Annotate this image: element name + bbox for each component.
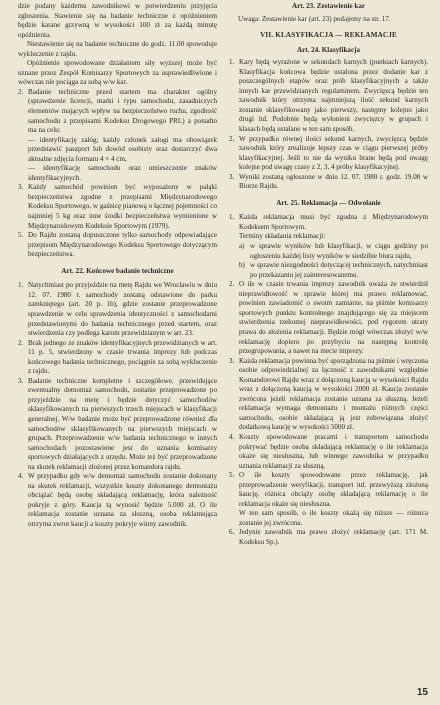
item-text: W ten sam sposób, o ile koszty okażą się niższe — różnica zostanie jej zwrócona.	[239, 509, 428, 527]
item-text: Brak jednego ze znaków identyfikacyjnych przewidzianych w art. 11 p. 5, stwierdzony w czasie trwania imprezy lub podczas końcowego badania technicznego, pociągnie za sobą wykluczenie z rajdu.	[28, 338, 217, 376]
item-text: Kary będą wyrażone w sekundach karnych (punktach karnych). Klasyfikacja końcowa będzie ustalona przez dodanie kar z poszczególnych etapów oraz prób klasyfikacyjnych a także innych kar przewidzianych regulaminem. Zwycięzcą będzie ten zawodnik który otrzyma najmniejszą ilość sekund karnych zostanie sklasyfikowany jako pierwszy, następny kolejno jako drugi itd. Podobnie będą wyłonieni zwycięzcy w grupach i klasach będą ustalane w ten sam sposób.	[239, 58, 428, 134]
item-number: b)	[239, 261, 245, 270]
item-number: 6.	[229, 528, 235, 537]
list-item	[229, 471, 428, 509]
paragraph: dzie podany każdemu zawodnikowi w potwierdzeniu przyjęcia zgłoszenia. Stawienie się na badanie techniczne z opóźnieniem będzie karane grzywną w wysokości 100 zł za każdą minutę opóźnienia.	[18, 2, 217, 39]
item-text: — identyfikację samochodu oraz umieszczenie znaków identyfikacyjnych.	[28, 164, 217, 182]
item-number: 3.	[18, 376, 24, 385]
note-uwaga: Uwaga: Zestawienie kar (art. 23) podajemy na str. 17.	[238, 14, 391, 23]
numbered-list-art21	[18, 88, 217, 260]
list-item	[229, 261, 428, 280]
item-number	[18, 136, 28, 165]
right-column	[229, 2, 428, 548]
list-item	[229, 135, 428, 173]
list-item	[18, 88, 217, 136]
item-number: a)	[239, 242, 245, 251]
list-item	[18, 164, 217, 183]
item-text: Terminy składania reklamacji:	[239, 232, 326, 241]
item-text: — identyfikację załóg; każdy członek załogi ma obowiązek przedstawić paszport lub dowód osobisty oraz dostarczyć dwa aktualne zdjęcia formatu 4 × 4 cm,	[28, 135, 217, 163]
item-number: 3.	[229, 356, 235, 365]
item-number: 2.	[229, 134, 235, 143]
list-item	[229, 509, 428, 528]
item-text: Koszty spowodowane pracami i transportem samochodu pokrywać będzie osoba składającą reklamację o ile reklamacja okaże się niesłuszna, lub winnego zawodnika w przypadku uznania reklamacji za słuszną.	[239, 432, 428, 470]
list-item	[18, 183, 217, 231]
paragraph: Opóźnienie spowodowane działaniem siły wyższej może być uznane przez Zespół Komisarzy Sportowych za usprawiedliwione i wówczas nie pociąga za sobą w/w kar.	[18, 59, 217, 87]
list-item	[18, 377, 217, 472]
item-number: 1.	[229, 58, 235, 67]
heading-art24: Art. 24. Klasyfikacja	[296, 45, 361, 54]
item-text: O ile w czasie trwania imprezy zawodnik uważa że stwierdził nieprawidłowość w sprawie której ma prawo reklamować, powinien zawiadomić o swoim zamiarze, na piśmie komisarzy sportowych punktu kontrolnego znajdującego się za miejscem stwierdzenia rzekomej nieprawidłowości, pod rygorem utraty prawa do złożenia reklamacji. Będzie mógł wówczas złożyć w/w reklamację dopiero po przybyciu na następną kontrolę przegrupowania, a nawet na mecie imprezy.	[239, 280, 428, 356]
list-item	[229, 433, 428, 471]
numbered-list-art22	[18, 281, 217, 529]
list-item	[18, 231, 217, 260]
left-column	[18, 2, 217, 548]
list-item	[229, 232, 428, 242]
item-text: Każda reklamacja powinna być sporządzona na piśmie i wręczona osobie odpowiedzialnej za łączność z zawodnikami względnie Komandorowi Rajdu wraz z dołączoną kaucją w wysokości Rajdu wraz z dołączoną kaucją w wysokości 2000 zł. Kaucja zostanie zwrócona jeżeli reklamacja zostanie uznana za słuszną. Jeżeli reklamacja wymaga demontażu i montażu różnych części samochodu, osobie składającą ją jest zobowiązana złożyć dodatkową kaucję w wysokości 5000 zł.	[239, 356, 428, 432]
list-item	[229, 213, 428, 232]
two-column-layout	[18, 2, 428, 548]
item-number: 5.	[18, 231, 24, 240]
list-item	[229, 242, 428, 261]
item-text: Badanie techniczne kompletne i szczegółowe, przewidujące ewentualny demontaż samochodu, zostanie przeprowadzone po przyjeździe na metę i będzie dotyczyć samochodów sklasyfikowanych na pierwszych trzech miejscach w klasyfikacji generalnej. W/w badanie może być przeprowadzone również dla samochodów sklasyfikowanych na pierwszych miejscach w grupach. Przeprowadzenie w/w badania technicznego w innych samochodach pozostawione jest do uznania komisarzy sportowych działających z urzędu. Może też być przeprowadzone na skutek reklamacji złożonej przez komandora rajdu.	[28, 376, 217, 471]
item-number: 4.	[229, 432, 235, 441]
item-text: Jedynie zawodnik ma prawo złożyć reklamację (art. 171 M. Kodeksu Sp.).	[239, 528, 428, 546]
item-text: Natychmiast po przyjeździe na metę Rajdu we Wrocławiu w dniu 12. 07. 1980 r. samochody zostaną odstawione do parku zamkniętego (art. 20 p. 1b), gdzie zostanie przeprowadzone sprawdzenie w celu sprawdzenia identyczności z samochodami przedstawionymi do badania technicznego przed startem, oraz stwierdzenia czy podlega karom przewidzianym w art. 23.	[28, 281, 217, 338]
item-number: 1.	[229, 213, 235, 222]
item-number: 2.	[229, 280, 235, 289]
item-number: 1.	[18, 281, 24, 290]
list-item	[229, 528, 428, 547]
list-item	[18, 339, 217, 377]
item-text: Każda reklamacja musi być zgodna z Międzynarodowym Kodeksem Sportowym.	[239, 213, 428, 231]
section-heading: VII. KLASYFIKACJA — REKLAMACJE	[260, 31, 397, 40]
item-number: 5.	[229, 471, 235, 480]
item-number	[229, 509, 239, 528]
item-number	[18, 164, 28, 183]
item-text: O ile koszty spowodowane przez reklamację, jak przeprowadzenie weryfikacji, transport itd. przewyższą złożoną kaucję, różnica obciąży osobę składającą reklamację o ile reklamacja okaże się niesłuszna.	[239, 471, 428, 508]
item-number: 3.	[18, 183, 24, 192]
item-text: W przypadku równej ilości sekund karnych, zwycięzcą będzie zawodnik który zrealizuje lepszy czas w ciągu pierwszej próby klasyfikacyjnej. Jeśli to nie da wyniku brane będą pod uwagę kolejne pod uwagę czasy z 2, 3, 4 próby klasyfikacyjnej.	[239, 134, 428, 172]
list-item	[18, 136, 217, 165]
heading-art23: Art. 23. Zestawienie kar	[291, 2, 366, 10]
item-text: Do Rajdu zostaną dopuszczone tylko samochody odpowiadające przepisom Międzynarodowego Kodeksu Sportowego dotyczącym bezpieczeństwa.	[28, 231, 217, 259]
list-item	[229, 173, 428, 192]
numbered-list-art25	[229, 213, 428, 547]
list-item	[229, 357, 428, 433]
numbered-list-art24	[229, 58, 428, 192]
list-item	[229, 280, 428, 356]
item-number: 2.	[18, 87, 24, 96]
item-text: Badanie techniczne przed startem ma charakter ogólny (sprawdzenie licencji, marki i typu samochodu, zasadniczych elementów mających wpływ na bezpieczeństwo ruchu, zgodność samochodu z przepisami Kodeksu Drogowego PRL) a ponadto ma na celu:	[28, 87, 217, 135]
heading-art25: Art. 25. Reklamacja — Odwołanie	[276, 198, 381, 207]
page-number: 15	[416, 687, 428, 698]
item-number	[229, 232, 239, 242]
item-text: w sprawie wyników lub klasyfikacji, w ciągu godziny po ogłoszeniu każdej listy wyników w siedzibie biura rajdu,	[250, 242, 428, 260]
list-item	[18, 472, 217, 529]
paragraph: Niestawienie się na badanie techniczne do godz. 11.00 spowoduje wykluczenie z rajdu.	[18, 40, 217, 58]
item-number: 3.	[229, 172, 235, 181]
item-text: W przypadku gdy w/w demontaż samochodu zostanie dokonany na skutek reklamacji, wszystkie koszty dokonanego demontażu obciążać będą osobę składającą reklamację, która należność pokryje z góry. Kaucja tą wynosić będzie 5.000 zł. O ile reklamacja zostanie uznana za słuszną, osoba reklamująca otrzyma zwrot kaucji a koszty pokryje winny zawodnik.	[28, 472, 217, 528]
list-item	[18, 281, 217, 338]
item-text: w sprawie niezgodności dotyczącej technicznych, natychmiast po przekazaniu jej zainteresowanemu.	[250, 261, 428, 279]
list-item	[229, 58, 428, 134]
item-text: Wyniki zostaną ogłoszone w dniu 12. 07. 1980 r. godz. 19.00 w Biurze Rajdu.	[239, 172, 428, 191]
item-number: 2.	[18, 338, 24, 347]
heading-art22: Art. 22. Końcowe badanie techniczne	[61, 266, 174, 275]
item-text: Każdy samochód powinien być wyposażony w pałąki bezpieczeństwa zgodne z przepisami Międzynarodowego Kodeksu Sportowego, w gaśnicę pianową o łącznej pojemności co najmniej 5 kg oraz inne środki bezpieczeństwa wymienione w Międzynarodowym Kodeksie Sportowym (1979).	[28, 183, 217, 230]
item-number: 4.	[18, 472, 24, 481]
